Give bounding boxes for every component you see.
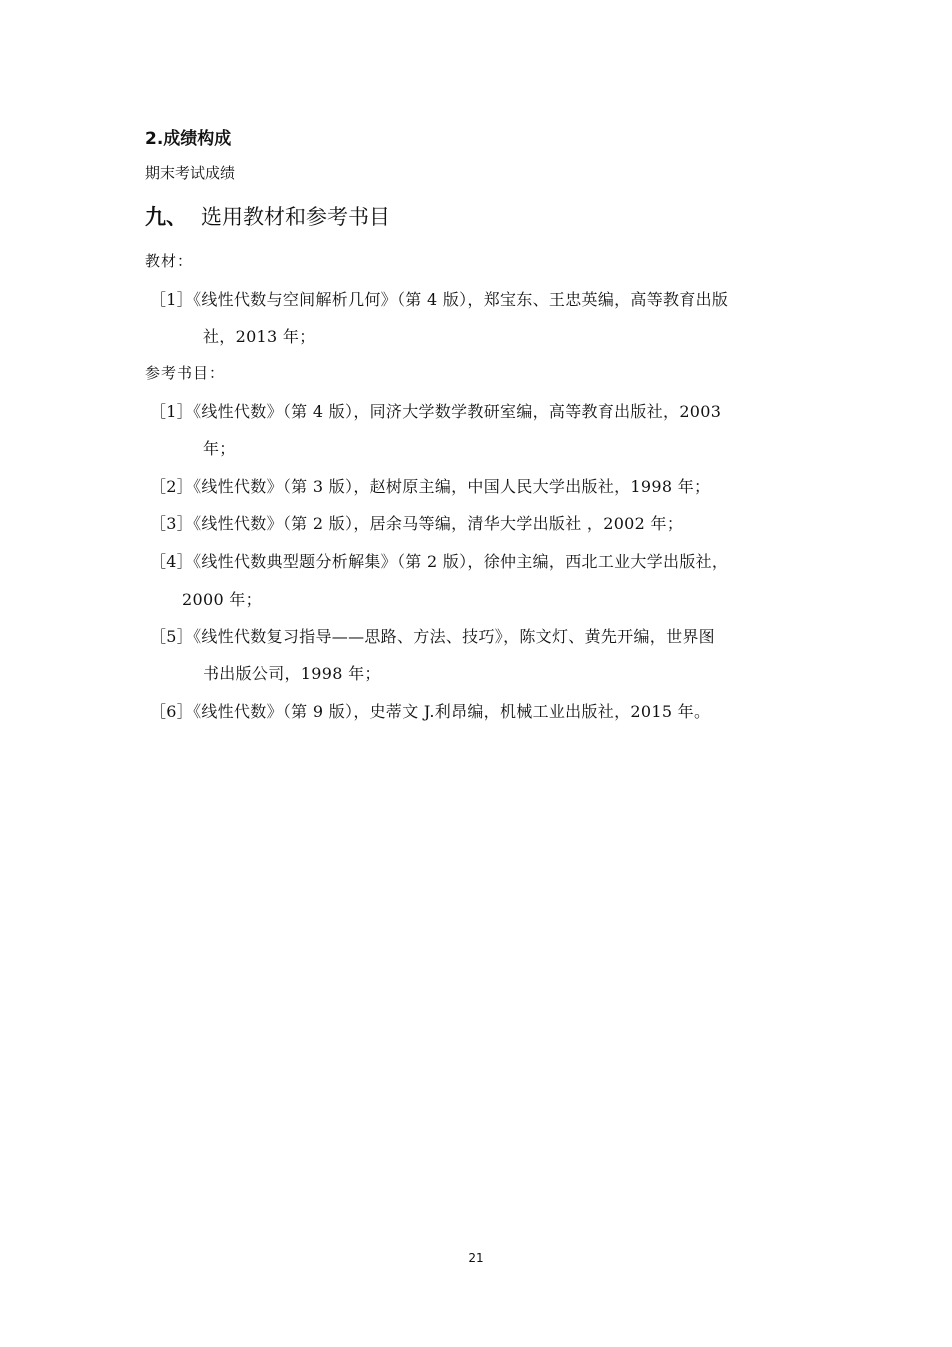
reference-item-4-line2: 2000 年；	[182, 590, 262, 609]
reference-item-2: ［2］《线性代数》（第 3 版），赵树原主编，中国人民大学出版社，1998 年；	[150, 477, 711, 496]
section-title-text: 选用教材和参考书目	[201, 205, 390, 229]
reference-item-5-line1: ［5］《线性代数复习指导——思路、方法、技巧》，陈文灯、黄先开编，世界图	[150, 627, 715, 646]
reference-item-4-line1: ［4］《线性代数典型题分析解集》（第 2 版），徐仲主编，西北工业大学出版社，	[150, 552, 729, 571]
page-number: 21	[468, 1251, 484, 1265]
textbook-item-1-line1: ［1］《线性代数与空间解析几何》（第 4 版），郑宝东、王忠英编，高等教育出版	[150, 290, 729, 309]
reference-item-6: ［6］《线性代数》（第 9 版），史蒂文 J.利昂编，机械工业出版社，2015 年。	[150, 702, 711, 721]
textbook-item-1-line2: 社，2013 年；	[203, 327, 316, 346]
reference-item-3: ［3］《线性代数》（第 2 版），居余马等编，清华大学出版社 ，2002 年；	[150, 514, 684, 533]
textbooks-label: 教材：	[145, 252, 194, 270]
subsection-text: 期末考试成绩	[145, 164, 236, 182]
section-number: 九、	[145, 205, 187, 229]
reference-item-1-line2: 年；	[203, 439, 236, 458]
references-label: 参考书目：	[145, 364, 226, 382]
reference-item-5-line2: 书出版公司，1998 年；	[203, 664, 381, 683]
subsection-heading: 2.成绩构成	[145, 129, 232, 149]
reference-item-1-line1: ［1］《线性代数》（第 4 版），同济大学数学教研室编，高等教育出版社，2003	[150, 402, 722, 421]
section-title	[145, 201, 390, 231]
